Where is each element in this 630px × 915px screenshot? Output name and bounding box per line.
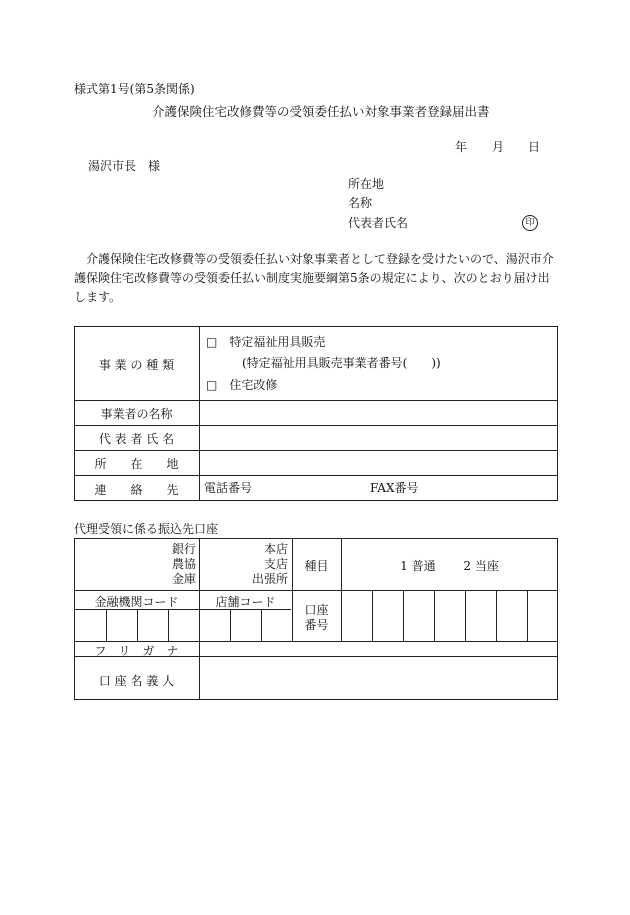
applicant-name-label: 名称 bbox=[348, 196, 373, 210]
business-name-label: 事業者の名称 bbox=[100, 407, 173, 421]
business-row-line bbox=[74, 450, 558, 451]
date-month: 月 bbox=[492, 140, 505, 154]
kind-label: 種目 bbox=[304, 559, 329, 573]
bank-col-line bbox=[341, 538, 342, 641]
business-type-label: 事 業 の 種 類 bbox=[98, 358, 175, 372]
seal-icon: 印 bbox=[522, 215, 538, 231]
branch-code-label: 店舗コード bbox=[215, 595, 276, 609]
account-box-line bbox=[403, 590, 404, 641]
date-year: 年 bbox=[455, 140, 468, 154]
bank-section-heading: 代理受領に係る振込先口座 bbox=[74, 522, 219, 536]
business-rep-label: 代 表 者 氏 名 bbox=[98, 432, 175, 446]
account-number-label-1: 口座 bbox=[304, 603, 329, 617]
code-box-line bbox=[168, 609, 169, 641]
bank-row-line bbox=[74, 590, 558, 591]
fax-label: FAX番号 bbox=[370, 481, 419, 495]
body-text: 介護保険住宅改修費等の受領委任払い対象事業者として登録を受けたいので、湯沢市介護保険住宅改修費等の受領委任払い制度実施要綱第5条の規定により、次のとおり届け出します。 bbox=[74, 252, 554, 304]
account-number-label-2: 番号 bbox=[304, 618, 329, 632]
bank-type-agri: 農協 bbox=[171, 557, 196, 571]
account-holder-label: 口 座 名 義 人 bbox=[98, 674, 175, 688]
recipient: 湯沢市長 様 bbox=[88, 159, 161, 173]
code-box-line bbox=[137, 609, 138, 641]
institution-code-label: 金融機関コード bbox=[94, 595, 179, 609]
phone-label: 電話番号 bbox=[204, 481, 253, 495]
code-box-line bbox=[261, 609, 262, 641]
business-address-label: 所 在 地 bbox=[94, 457, 179, 471]
option-welfare-equipment[interactable]: □ 特定福祉用具販売 bbox=[206, 335, 326, 349]
code-box-line bbox=[106, 609, 107, 641]
furigana-label: フ リ ガ ナ bbox=[94, 644, 179, 658]
branch-type-branch: 支店 bbox=[263, 557, 288, 571]
bank-col-line bbox=[199, 538, 200, 700]
business-row-line bbox=[74, 400, 558, 401]
option-welfare-equipment-note: (特定福祉用具販売事業者番号( )) bbox=[242, 356, 441, 370]
form-number: 様式第1号(第5条関係) bbox=[74, 82, 195, 96]
business-row-line bbox=[74, 475, 558, 476]
code-box-line bbox=[230, 609, 231, 641]
option-home-renovation[interactable]: □ 住宅改修 bbox=[206, 378, 278, 392]
business-row-line bbox=[74, 425, 558, 426]
applicant-rep-label: 代表者氏名 bbox=[348, 216, 409, 230]
kind-options[interactable]: 1 普通 2 当座 bbox=[400, 559, 499, 573]
date-day: 日 bbox=[528, 140, 541, 154]
account-box-line bbox=[372, 590, 373, 641]
bank-type-bank: 銀行 bbox=[171, 542, 196, 556]
branch-type-head: 本店 bbox=[263, 542, 288, 556]
account-box-line bbox=[496, 590, 497, 641]
bank-type-credit: 金庫 bbox=[171, 572, 196, 586]
business-contact-label: 連 絡 先 bbox=[94, 483, 179, 497]
applicant-address-label: 所在地 bbox=[348, 177, 385, 191]
branch-type-office: 出張所 bbox=[251, 572, 288, 586]
account-box-line bbox=[434, 590, 435, 641]
page-title: 介護保険住宅改修費等の受領委任払い対象事業者登録届出書 bbox=[152, 104, 490, 119]
account-box-line bbox=[527, 590, 528, 641]
account-box-line bbox=[465, 590, 466, 641]
